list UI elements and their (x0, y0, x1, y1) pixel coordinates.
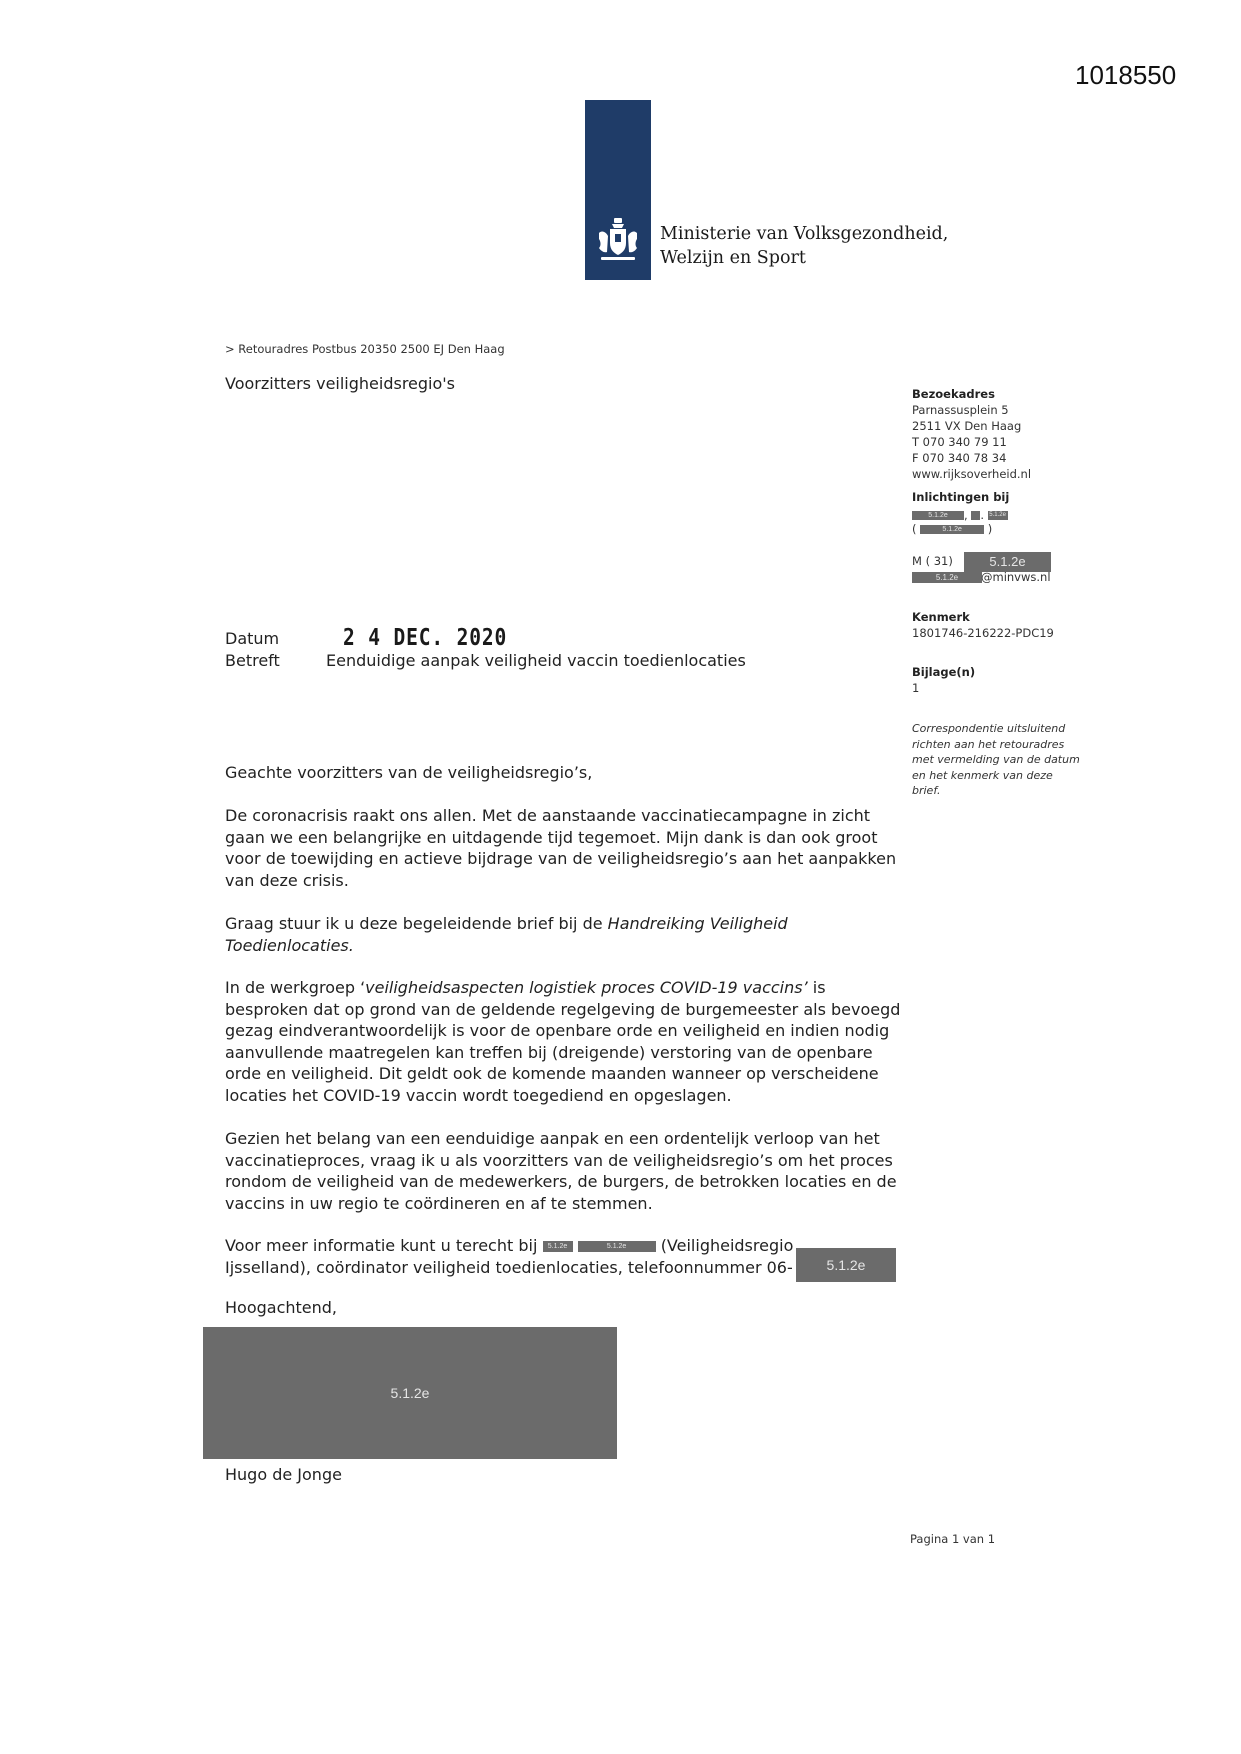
workgroup-name: veiligheidsaspecten logistiek proces COVID-19 vaccins’ (365, 978, 808, 997)
correspondence-note: Correspondentie uitsluitend richten aan het retouradres met vermelding van de datum en het kenmerk van deze brief. (912, 722, 1080, 797)
signature-redaction: 5.1.2e (203, 1327, 617, 1459)
redaction-box: 5.1.2e (796, 1248, 896, 1282)
visit-address-line: T 070 340 79 11 (912, 435, 1007, 449)
redaction-box: 5.1.2e (912, 511, 964, 520)
visit-address-line: www.rijksoverheid.nl (912, 467, 1032, 481)
paragraph-text: is besproken dat op grond van de geldende regelgeving de burgemeester als bevoegd gezag eindverantwoordelijk is voor de openbare orde en veiligheid en indien nodig aanvullende maatregelen kan treffen bij (dreigende) verstoring van de openbare orde en veiligheid. Dit geldt ook de komende maanden wanneer op verscheidene locaties het COVID-19 vaccin wordt toegediend en opgeslagen. (225, 978, 901, 1105)
redaction-box: 5.1.2e (912, 572, 982, 583)
visit-address-line: F 070 340 78 34 (912, 451, 1007, 465)
visit-address-block (912, 386, 1031, 482)
information-block (912, 489, 1009, 535)
date-stamp: 2 4 DEC. 2020 (343, 625, 508, 651)
document-number: 1018550 (1075, 60, 1177, 90)
ministry-name-line2: Welzijn en Sport (660, 248, 806, 268)
information-heading: Inlichtingen bij (912, 490, 1010, 504)
contact-function-line: ( 5.1.2e ) (912, 522, 993, 536)
signer-name: Hugo de Jonge (225, 1465, 342, 1484)
visit-address-line: Parnassusplein 5 (912, 403, 1009, 417)
paragraph-workgroup (225, 977, 905, 1106)
reference-block (912, 609, 1054, 641)
redaction-box: 5.1.2e (989, 512, 1006, 518)
addressee: Voorzitters veiligheidsregio's (225, 374, 456, 393)
attachments-heading: Bijlage(n) (912, 665, 976, 679)
contact-name-line: 5.1.2e , . 5.1.2e (912, 507, 1009, 521)
attachments-block (912, 664, 975, 696)
ministry-name (660, 222, 948, 270)
visit-address-heading: Bezoekadres (912, 387, 995, 401)
paragraph-text: Voor meer informatie kunt u terecht bij (225, 1236, 538, 1255)
page-number: Pagina 1 van 1 (910, 1532, 996, 1546)
paragraph-text: Graag stuur ik u deze begeleidende brief bij de (225, 914, 608, 933)
redaction-box: 5.1.2e (964, 552, 1051, 572)
redaction-box: 5.1.2e (920, 525, 984, 534)
document-title: Handreiking Veiligheid Toedienlocaties. (225, 914, 788, 955)
redaction-box: 5.1.2e (578, 1241, 656, 1252)
subject-label: Betreft (225, 651, 280, 670)
contact-details (912, 552, 1052, 588)
reference-heading: Kenmerk (912, 610, 970, 624)
subject-value: Eenduidige aanpak veiligheid vaccin toedienlocaties (326, 651, 746, 670)
email-suffix: @minvws.nl (981, 570, 1051, 584)
redaction-box: 5.1.2e (543, 1241, 573, 1252)
visit-address-line: 2511 VX Den Haag (912, 419, 1022, 433)
closing: Hoogachtend, (225, 1298, 338, 1317)
paragraph-text: In de werkgroep ‘ (225, 978, 366, 997)
mobile-prefix: M ( 31) (912, 554, 953, 568)
return-address: > Retouradres Postbus 20350 2500 EJ Den Haag (225, 342, 505, 356)
paragraph-request: Gezien het belang van een eenduidige aanpak en een ordentelijk verloop van het vaccinatieproces, vraag ik u als voorzitters van de veiligheidsregio’s om het proces rondom de veiligheid van de medewerkers, de burgers, de betrokken locaties en de vaccins in uw regio te coördineren en af te stemmen. (225, 1129, 897, 1213)
ministry-name-line1: Ministerie van Volksgezondheid, (660, 224, 949, 244)
salutation: Geachte voorzitters van de veiligheidsregio’s, (225, 763, 593, 782)
royal-coat-of-arms-icon (593, 215, 643, 265)
paragraph-text: (Veiligheidsregio (660, 1236, 794, 1255)
date-label: Datum (225, 629, 280, 648)
paragraph-handreiking (225, 913, 905, 956)
attachments-value: 1 (912, 681, 920, 695)
contact-line-2: Ijsselland), coördinator veiligheid toedienlocaties, telefoonnummer 06- (225, 1257, 793, 1277)
paragraph-intro: De coronacrisis raakt ons allen. Met de aanstaande vaccinatiecampagne in zicht gaan we een belangrijke en uitdagende tijd tegemoet. Mijn dank is dan ook groot voor de toewijding en actieve bijdrage van de veiligheidsregio’s aan het aanpakken van deze crisis. (225, 806, 897, 890)
redaction-box (971, 511, 980, 520)
reference-value: 1801746-216222-PDC19 (912, 626, 1054, 640)
